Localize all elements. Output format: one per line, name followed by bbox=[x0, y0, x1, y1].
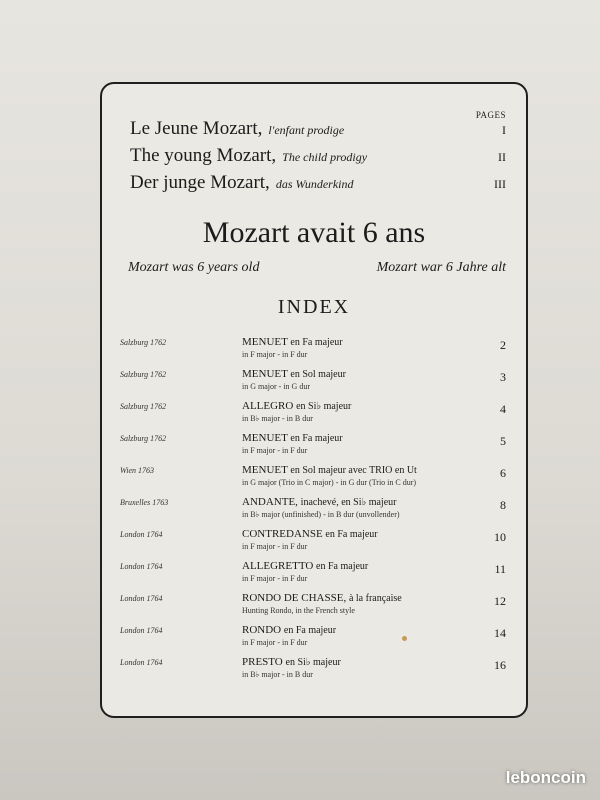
entry-translation: in B♭ major - in B dur bbox=[242, 414, 313, 423]
entry-translation: in G major - in G dur bbox=[242, 382, 310, 391]
entry-page: 4 bbox=[500, 402, 506, 416]
entry-title bbox=[242, 560, 368, 572]
entry-page: 5 bbox=[500, 434, 506, 448]
entry-translation: in G major (Trio in C major) - in G dur (Trio in C dur) bbox=[242, 478, 417, 487]
index-entry bbox=[120, 432, 506, 462]
index-entry bbox=[120, 528, 506, 558]
entry-page: 8 bbox=[500, 498, 506, 512]
entry-page: 6 bbox=[500, 466, 506, 480]
index-entry bbox=[120, 592, 506, 622]
entry-place: London 1764 bbox=[120, 562, 163, 571]
page-frame bbox=[100, 82, 528, 718]
entry-title bbox=[242, 496, 396, 508]
intro-row bbox=[130, 118, 506, 142]
entry-place: London 1764 bbox=[120, 658, 163, 667]
entry-title bbox=[242, 400, 351, 412]
entry-title bbox=[242, 336, 343, 348]
entry-title-tail: en Fa majeur bbox=[325, 529, 378, 540]
entry-title bbox=[242, 592, 402, 604]
entry-translation: in F major - in F dur bbox=[242, 350, 308, 359]
subline-english: Mozart was 6 years old bbox=[128, 260, 260, 275]
entry-title-main: ALLEGRETTO bbox=[242, 560, 314, 572]
entry-title-tail: en Sol majeur bbox=[290, 369, 346, 380]
entry-title-tail: à la française bbox=[348, 593, 402, 604]
pages-column-label: PAGES bbox=[475, 110, 506, 120]
entry-title-main: ALLEGRO bbox=[242, 400, 294, 412]
entry-translation: in B♭ major (unfinished) - in B dur (unvollender) bbox=[242, 510, 400, 519]
entry-title bbox=[242, 624, 336, 636]
entry-title-tail: en Fa majeur bbox=[290, 337, 343, 348]
intro-title: The young Mozart, bbox=[130, 145, 277, 166]
index-title: INDEX bbox=[277, 296, 351, 318]
entry-title-main: RONDO DE CHASSE, bbox=[242, 592, 347, 604]
entry-title-tail: en Si♭ majeur bbox=[285, 657, 341, 668]
headline: Mozart avait 6 ans bbox=[202, 216, 426, 249]
entry-title-tail: en Fa majeur bbox=[283, 625, 337, 636]
index-entry bbox=[120, 656, 506, 686]
index-entry bbox=[120, 560, 506, 590]
index-entry bbox=[120, 336, 506, 366]
entry-translation: in F major - in F dur bbox=[242, 574, 308, 583]
intro-row bbox=[130, 172, 506, 196]
entry-title-main: ANDANTE, bbox=[242, 496, 298, 508]
entry-place: Salzburg 1762 bbox=[120, 434, 167, 443]
intro-page: III bbox=[494, 177, 506, 191]
index-entry bbox=[120, 368, 506, 398]
intro-subtitle: The child prodigy bbox=[282, 150, 368, 164]
entry-place: Salzburg 1762 bbox=[120, 338, 167, 347]
index-entry bbox=[120, 464, 506, 494]
entry-place: Salzburg 1762 bbox=[120, 370, 167, 379]
entry-title-main: MENUET bbox=[242, 464, 288, 476]
entry-title bbox=[242, 432, 343, 444]
entry-title-tail: en Fa majeur bbox=[290, 433, 343, 444]
entry-title-main: PRESTO bbox=[242, 656, 283, 668]
intro-page: II bbox=[498, 150, 506, 164]
intro-row bbox=[130, 145, 506, 169]
entry-title-tail: en Si♭ majeur bbox=[296, 401, 352, 412]
entry-title-tail: inachevé, en Si♭ majeur bbox=[300, 497, 397, 508]
entry-translation: in F major - in F dur bbox=[242, 542, 308, 551]
entry-page: 12 bbox=[494, 594, 506, 608]
entry-title bbox=[242, 528, 378, 540]
entry-title bbox=[242, 656, 341, 668]
entry-place: Salzburg 1762 bbox=[120, 402, 167, 411]
entry-title-tail: en Sol majeur avec TRIO en Ut bbox=[290, 465, 417, 476]
entry-title-main: MENUET bbox=[242, 368, 288, 380]
intro-page: I bbox=[502, 123, 506, 137]
entry-translation: in F major - in F dur bbox=[242, 638, 308, 647]
entry-place: Wien 1763 bbox=[120, 466, 154, 475]
entry-page: 10 bbox=[494, 530, 506, 544]
entry-place: London 1764 bbox=[120, 530, 163, 539]
entry-title-main: RONDO bbox=[242, 624, 282, 636]
intro-subtitle: l'enfant prodige bbox=[268, 123, 345, 137]
intro-subtitle: das Wunderkind bbox=[275, 177, 354, 191]
entry-title-main: MENUET bbox=[242, 432, 288, 444]
entry-page: 3 bbox=[500, 370, 506, 384]
index-entry bbox=[120, 400, 506, 430]
entry-translation: in B♭ major - in B dur bbox=[242, 670, 313, 679]
entry-title bbox=[242, 464, 417, 476]
paper-spot bbox=[402, 636, 407, 641]
subline bbox=[128, 260, 506, 276]
entry-title-main: MENUET bbox=[242, 336, 288, 348]
entry-page: 14 bbox=[494, 626, 506, 640]
entry-title bbox=[242, 368, 346, 380]
entry-place: London 1764 bbox=[120, 594, 163, 603]
entry-page: 2 bbox=[500, 338, 506, 352]
index-entry bbox=[120, 624, 506, 654]
entry-title-tail: en Fa majeur bbox=[316, 561, 369, 572]
entry-place: London 1764 bbox=[120, 626, 163, 635]
subline-german: Mozart war 6 Jahre alt bbox=[376, 260, 506, 275]
index-entry bbox=[120, 496, 506, 526]
entry-page: 11 bbox=[494, 562, 506, 576]
entry-place: Bruxelles 1763 bbox=[120, 498, 169, 507]
entry-page: 16 bbox=[494, 658, 506, 672]
entry-translation: Hunting Rondo, in the French style bbox=[242, 606, 355, 615]
entry-title-main: CONTREDANSE bbox=[242, 528, 323, 540]
intro-title: Der junge Mozart, bbox=[130, 172, 270, 193]
entry-translation: in F major - in F dur bbox=[242, 446, 308, 455]
watermark-logo: leboncoin bbox=[505, 768, 586, 787]
intro-title: Le Jeune Mozart, bbox=[130, 118, 263, 139]
